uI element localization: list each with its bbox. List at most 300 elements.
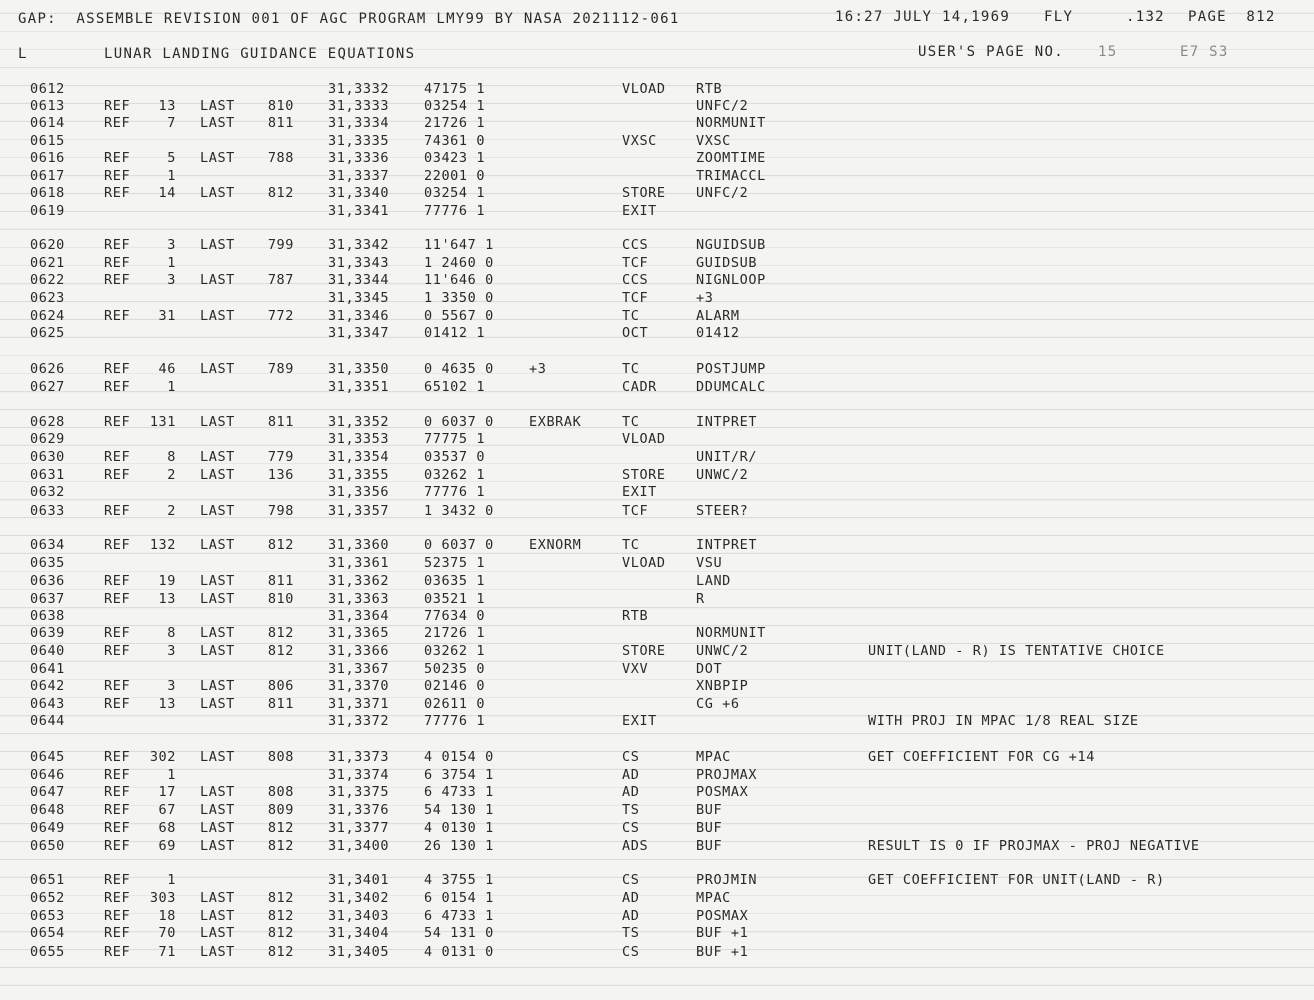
octal-word: 11'646 0: [424, 272, 494, 288]
ref-count: 13: [158, 98, 176, 114]
opcode: EXIT: [622, 484, 657, 500]
line-number: 0624: [30, 308, 65, 324]
address: 31,3341: [328, 203, 390, 219]
octal-word: 4 0131 0: [424, 944, 494, 960]
ref-count: 3: [167, 678, 176, 694]
ref-label: REF: [104, 361, 131, 377]
ref-label: REF: [104, 838, 131, 854]
opcode: AD: [622, 890, 640, 906]
line-number: 0640: [30, 643, 65, 659]
ref-label: REF: [104, 749, 131, 765]
address: 31,3366: [328, 643, 390, 659]
address: 31,3363: [328, 591, 390, 607]
operand: NIGNLOOP: [696, 272, 766, 288]
address: 31,3347: [328, 325, 390, 341]
last-line: 810: [267, 98, 294, 114]
last-line: 810: [267, 591, 294, 607]
octal-word: 03521 1: [424, 591, 486, 607]
operand: ZOOMTIME: [696, 150, 766, 166]
line-number: 0642: [30, 678, 65, 694]
address: 31,3356: [328, 484, 390, 500]
line-number: 0614: [30, 115, 65, 131]
comment: UNIT(LAND - R) IS TENTATIVE CHOICE: [868, 643, 1165, 659]
last-line: 787: [267, 272, 294, 288]
last-label: LAST: [200, 361, 235, 377]
opcode: CS: [622, 944, 640, 960]
last-label: LAST: [200, 237, 235, 253]
ref-count: 8: [167, 449, 176, 465]
line-number: 0643: [30, 696, 65, 712]
operand: BUF: [696, 802, 723, 818]
last-line: 812: [267, 185, 294, 201]
last-label: LAST: [200, 890, 235, 906]
operand: PROJMAX: [696, 767, 758, 783]
operand: GUIDSUB: [696, 255, 758, 271]
operand: 01412: [696, 325, 740, 341]
octal-word: 26 130 1: [424, 838, 494, 854]
opcode: RTB: [622, 608, 649, 624]
address: 31,3362: [328, 573, 390, 589]
octal-word: 0 6037 0: [424, 537, 494, 553]
address: 31,3353: [328, 431, 390, 447]
ref-count: 71: [158, 944, 176, 960]
operand: VXSC: [696, 133, 731, 149]
opcode: VLOAD: [622, 555, 666, 571]
ref-label: REF: [104, 890, 131, 906]
address: 31,3371: [328, 696, 390, 712]
ref-count: 132: [149, 537, 176, 553]
operand: +3: [696, 290, 714, 306]
address: 31,3400: [328, 838, 390, 854]
operand: BUF +1: [696, 944, 749, 960]
last-label: LAST: [200, 308, 235, 324]
operand: BUF: [696, 820, 723, 836]
last-label: LAST: [200, 944, 235, 960]
last-line: 811: [267, 414, 294, 430]
opcode: VXSC: [622, 133, 657, 149]
address: 31,3364: [328, 608, 390, 624]
octal-word: 1 3350 0: [424, 290, 494, 306]
last-line: 788: [267, 150, 294, 166]
operand: RTB: [696, 81, 723, 97]
address: 31,3352: [328, 414, 390, 430]
operand: UNWC/2: [696, 643, 749, 659]
operand: NORMUNIT: [696, 115, 766, 131]
ref-count: 14: [158, 185, 176, 201]
address: 31,3372: [328, 713, 390, 729]
line-number: 0627: [30, 379, 65, 395]
ref-count: 1: [167, 255, 176, 271]
octal-word: 0 5567 0: [424, 308, 494, 324]
line-number: 0629: [30, 431, 65, 447]
line-number: 0631: [30, 467, 65, 483]
address: 31,3336: [328, 150, 390, 166]
address: 31,3374: [328, 767, 390, 783]
ref-count: 3: [167, 237, 176, 253]
last-label: LAST: [200, 820, 235, 836]
operand: POSMAX: [696, 908, 749, 924]
ref-count: 19: [158, 573, 176, 589]
opcode: OCT: [622, 325, 649, 341]
last-line: 798: [267, 503, 294, 519]
octal-word: 6 4733 1: [424, 784, 494, 800]
octal-word: 02611 0: [424, 696, 486, 712]
ref-count: 131: [149, 414, 176, 430]
opcode: TS: [622, 802, 640, 818]
ref-count: 2: [167, 467, 176, 483]
last-label: LAST: [200, 678, 235, 694]
octal-word: 6 4733 1: [424, 908, 494, 924]
address: 31,3361: [328, 555, 390, 571]
last-line: 811: [267, 696, 294, 712]
last-label: LAST: [200, 573, 235, 589]
octal-word: 4 3755 1: [424, 872, 494, 888]
address: 31,3355: [328, 467, 390, 483]
line-number: 0623: [30, 290, 65, 306]
last-line: 779: [267, 449, 294, 465]
ref-count: 302: [149, 749, 176, 765]
ref-label: REF: [104, 944, 131, 960]
operand: ALARM: [696, 308, 740, 324]
last-label: LAST: [200, 150, 235, 166]
ref-count: 13: [158, 696, 176, 712]
line-number: 0638: [30, 608, 65, 624]
ref-count: 5: [167, 150, 176, 166]
address: 31,3344: [328, 272, 390, 288]
operand: VSU: [696, 555, 723, 571]
last-label: LAST: [200, 115, 235, 131]
line-number: 0644: [30, 713, 65, 729]
label-field: +3: [529, 361, 547, 377]
ref-count: 1: [167, 872, 176, 888]
last-line: 812: [267, 890, 294, 906]
operand: R: [696, 591, 705, 607]
operand: MPAC: [696, 749, 731, 765]
ref-label: REF: [104, 414, 131, 430]
line-number: 0651: [30, 872, 65, 888]
ref-count: 1: [167, 168, 176, 184]
ref-count: 46: [158, 361, 176, 377]
ref-label: REF: [104, 537, 131, 553]
last-label: LAST: [200, 272, 235, 288]
address: 31,3332: [328, 81, 390, 97]
edit-code: E7 S3: [1180, 44, 1229, 60]
line-number: 0634: [30, 537, 65, 553]
section-title: LUNAR LANDING GUIDANCE EQUATIONS: [104, 46, 416, 62]
last-label: LAST: [200, 467, 235, 483]
assembly-title: GAP: ASSEMBLE REVISION 001 OF AGC PROGRAM LMY99 BY NASA 2021112-061: [18, 11, 680, 27]
ref-count: 303: [149, 890, 176, 906]
octal-word: 03635 1: [424, 573, 486, 589]
octal-word: 1 2460 0: [424, 255, 494, 271]
operand: DOT: [696, 661, 723, 677]
line-number: 0650: [30, 838, 65, 854]
address: 31,3337: [328, 168, 390, 184]
line-number: 0635: [30, 555, 65, 571]
address: 31,3404: [328, 925, 390, 941]
octal-word: 77634 0: [424, 608, 486, 624]
opcode: VLOAD: [622, 81, 666, 97]
last-line: 808: [267, 749, 294, 765]
line-number: 0612: [30, 81, 65, 97]
last-label: LAST: [200, 591, 235, 607]
operand: UNIT/R/: [696, 449, 758, 465]
comment: WITH PROJ IN MPAC 1/8 REAL SIZE: [868, 713, 1139, 729]
last-line: 136: [267, 467, 294, 483]
address: 31,3334: [328, 115, 390, 131]
operand: NGUIDSUB: [696, 237, 766, 253]
octal-word: 77776 1: [424, 203, 486, 219]
section-mark: L: [18, 46, 28, 62]
opcode: CS: [622, 820, 640, 836]
ref-label: REF: [104, 98, 131, 114]
operand: INTPRET: [696, 537, 758, 553]
last-label: LAST: [200, 925, 235, 941]
address: 31,3367: [328, 661, 390, 677]
run-mode: FLY: [1044, 9, 1074, 25]
address: 31,3350: [328, 361, 390, 377]
octal-word: 54 131 0: [424, 925, 494, 941]
opcode: AD: [622, 784, 640, 800]
last-line: 812: [267, 908, 294, 924]
opcode: VXV: [622, 661, 649, 677]
run-number: .132: [1126, 9, 1165, 25]
opcode: TC: [622, 414, 640, 430]
octal-word: 11'647 1: [424, 237, 494, 253]
line-number: 0615: [30, 133, 65, 149]
last-line: 812: [267, 944, 294, 960]
operand: UNFC/2: [696, 185, 749, 201]
last-label: LAST: [200, 696, 235, 712]
ref-label: REF: [104, 185, 131, 201]
operand: DDUMCALC: [696, 379, 766, 395]
line-number: 0622: [30, 272, 65, 288]
operand: POSMAX: [696, 784, 749, 800]
ref-count: 3: [167, 272, 176, 288]
ref-label: REF: [104, 925, 131, 941]
opcode: CCS: [622, 237, 649, 253]
ref-count: 67: [158, 802, 176, 818]
octal-word: 03262 1: [424, 467, 486, 483]
opcode: VLOAD: [622, 431, 666, 447]
line-number: 0619: [30, 203, 65, 219]
ref-label: REF: [104, 591, 131, 607]
ref-count: 13: [158, 591, 176, 607]
operand: PROJMIN: [696, 872, 758, 888]
ref-label: REF: [104, 503, 131, 519]
line-number: 0628: [30, 414, 65, 430]
line-number: 0654: [30, 925, 65, 941]
operand: POSTJUMP: [696, 361, 766, 377]
ref-count: 17: [158, 784, 176, 800]
line-number: 0618: [30, 185, 65, 201]
octal-word: 54 130 1: [424, 802, 494, 818]
ref-label: REF: [104, 908, 131, 924]
last-label: LAST: [200, 537, 235, 553]
ref-label: REF: [104, 643, 131, 659]
octal-word: 77776 1: [424, 484, 486, 500]
octal-word: 03254 1: [424, 185, 486, 201]
opcode: TCF: [622, 503, 649, 519]
octal-word: 01412 1: [424, 325, 486, 341]
last-line: 811: [267, 115, 294, 131]
comment: RESULT IS 0 IF PROJMAX - PROJ NEGATIVE: [868, 838, 1200, 854]
octal-word: 21726 1: [424, 625, 486, 641]
ref-label: REF: [104, 272, 131, 288]
last-label: LAST: [200, 749, 235, 765]
operand: UNFC/2: [696, 98, 749, 114]
label-field: EXNORM: [529, 537, 582, 553]
ref-count: 18: [158, 908, 176, 924]
operand: BUF: [696, 838, 723, 854]
ref-count: 1: [167, 379, 176, 395]
last-line: 806: [267, 678, 294, 694]
opcode: EXIT: [622, 713, 657, 729]
address: 31,3357: [328, 503, 390, 519]
last-label: LAST: [200, 838, 235, 854]
opcode: TCF: [622, 255, 649, 271]
line-number: 0645: [30, 749, 65, 765]
last-label: LAST: [200, 503, 235, 519]
ref-count: 7: [167, 115, 176, 131]
last-label: LAST: [200, 802, 235, 818]
ref-count: 69: [158, 838, 176, 854]
opcode: CS: [622, 749, 640, 765]
operand: TRIMACCL: [696, 168, 766, 184]
line-number: 0647: [30, 784, 65, 800]
address: 31,3377: [328, 820, 390, 836]
operand: NORMUNIT: [696, 625, 766, 641]
last-label: LAST: [200, 185, 235, 201]
address: 31,3402: [328, 890, 390, 906]
ref-label: REF: [104, 784, 131, 800]
users-page-label: USER'S PAGE NO.: [918, 44, 1064, 60]
ref-label: REF: [104, 802, 131, 818]
ref-count: 1: [167, 767, 176, 783]
last-line: 799: [267, 237, 294, 253]
operand: XNBPIP: [696, 678, 749, 694]
octal-word: 47175 1: [424, 81, 486, 97]
ref-label: REF: [104, 678, 131, 694]
line-number: 0641: [30, 661, 65, 677]
opcode: TC: [622, 308, 640, 324]
last-label: LAST: [200, 784, 235, 800]
octal-word: 4 0154 0: [424, 749, 494, 765]
operand: MPAC: [696, 890, 731, 906]
last-label: LAST: [200, 98, 235, 114]
line-number: 0632: [30, 484, 65, 500]
ref-label: REF: [104, 872, 131, 888]
last-line: 811: [267, 573, 294, 589]
line-number: 0636: [30, 573, 65, 589]
octal-word: 22001 0: [424, 168, 486, 184]
opcode: TCF: [622, 290, 649, 306]
ref-label: REF: [104, 625, 131, 641]
ref-label: REF: [104, 767, 131, 783]
line-number: 0617: [30, 168, 65, 184]
last-line: 812: [267, 820, 294, 836]
ref-count: 3: [167, 643, 176, 659]
octal-word: 50235 0: [424, 661, 486, 677]
opcode: STORE: [622, 643, 666, 659]
ref-count: 68: [158, 820, 176, 836]
last-line: 789: [267, 361, 294, 377]
address: 31,3370: [328, 678, 390, 694]
octal-word: 52375 1: [424, 555, 486, 571]
octal-word: 0 6037 0: [424, 414, 494, 430]
line-number: 0633: [30, 503, 65, 519]
last-line: 812: [267, 643, 294, 659]
octal-word: 77776 1: [424, 713, 486, 729]
address: 31,3340: [328, 185, 390, 201]
opcode: CS: [622, 872, 640, 888]
line-number: 0652: [30, 890, 65, 906]
octal-word: 02146 0: [424, 678, 486, 694]
octal-word: 03537 0: [424, 449, 486, 465]
address: 31,3401: [328, 872, 390, 888]
last-label: LAST: [200, 625, 235, 641]
address: 31,3373: [328, 749, 390, 765]
label-field: EXBRAK: [529, 414, 582, 430]
last-label: LAST: [200, 908, 235, 924]
line-number: 0620: [30, 237, 65, 253]
address: 31,3333: [328, 98, 390, 114]
ref-count: 8: [167, 625, 176, 641]
octal-word: 0 4635 0: [424, 361, 494, 377]
line-number: 0630: [30, 449, 65, 465]
opcode: AD: [622, 767, 640, 783]
ref-label: REF: [104, 115, 131, 131]
operand: BUF +1: [696, 925, 749, 941]
last-label: LAST: [200, 643, 235, 659]
ref-count: 2: [167, 503, 176, 519]
address: 31,3376: [328, 802, 390, 818]
ref-count: 70: [158, 925, 176, 941]
address: 31,3342: [328, 237, 390, 253]
address: 31,3405: [328, 944, 390, 960]
opcode: EXIT: [622, 203, 657, 219]
ref-label: REF: [104, 820, 131, 836]
page-number: PAGE 812: [1188, 9, 1276, 25]
line-number: 0646: [30, 767, 65, 783]
ref-label: REF: [104, 237, 131, 253]
octal-word: 1 3432 0: [424, 503, 494, 519]
ref-label: REF: [104, 573, 131, 589]
octal-word: 03254 1: [424, 98, 486, 114]
address: 31,3360: [328, 537, 390, 553]
ref-label: REF: [104, 308, 131, 324]
comment: GET COEFFICIENT FOR CG +14: [868, 749, 1095, 765]
timestamp: 16:27 JULY 14,1969: [835, 9, 1011, 25]
ref-label: REF: [104, 255, 131, 271]
operand: STEER?: [696, 503, 749, 519]
last-label: LAST: [200, 449, 235, 465]
operand: LAND: [696, 573, 731, 589]
ref-label: REF: [104, 467, 131, 483]
line-number: 0648: [30, 802, 65, 818]
address: 31,3403: [328, 908, 390, 924]
line-number: 0626: [30, 361, 65, 377]
octal-word: 21726 1: [424, 115, 486, 131]
last-line: 812: [267, 625, 294, 641]
line-number: 0655: [30, 944, 65, 960]
octal-word: 03423 1: [424, 150, 486, 166]
last-line: 772: [267, 308, 294, 324]
comment: GET COEFFICIENT FOR UNIT(LAND - R): [868, 872, 1165, 888]
ref-label: REF: [104, 379, 131, 395]
operand: UNWC/2: [696, 467, 749, 483]
last-line: 812: [267, 838, 294, 854]
